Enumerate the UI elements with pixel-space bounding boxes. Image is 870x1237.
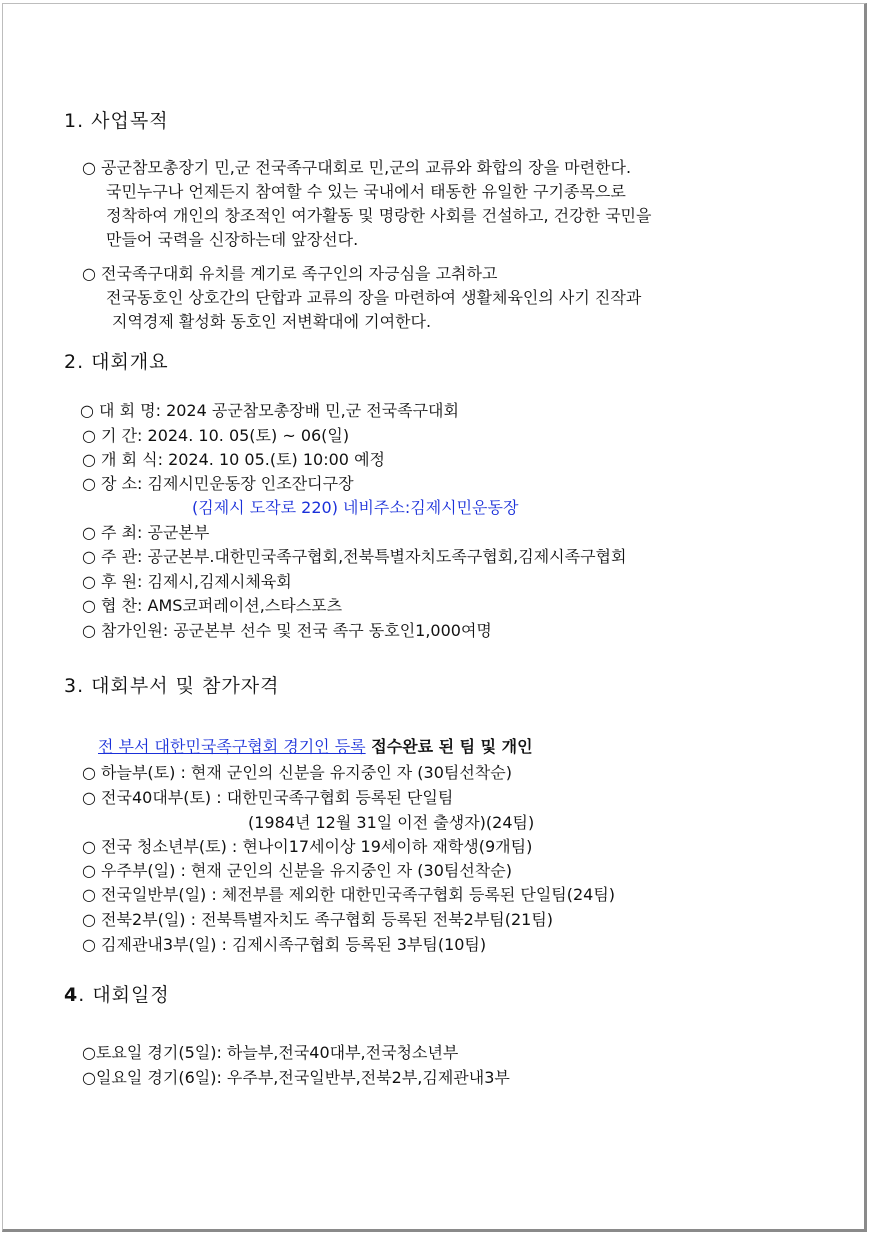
s1-para1-line4: 만들어 국력을 신장하는데 앞장선다. (106, 230, 359, 249)
s2-item-sponsor: ○ 후 원: 김제시,김제시체육회 (82, 572, 292, 591)
s2-item-participants: ○ 참가인원: 공군본부 선수 및 전국 족구 동호인1,000여명 (82, 621, 492, 640)
s2-item-address: (김제시 도작로 220) 네비주소:김제시민운동장 (192, 498, 519, 517)
s1-para1-line3: 정착하여 개인의 창조적인 여가활동 및 명랑한 사회를 건설하고, 건강한 국민을 (106, 206, 652, 225)
s2-item-host: ○ 주 최: 공군본부 (82, 523, 210, 542)
section-3-title: 3. 대회부서 및 참가자격 (64, 675, 280, 697)
s3-item-40s-note: (1984년 12월 31일 이전 출생자)(24팀) (248, 813, 535, 832)
s3-item-sky: ○ 하늘부(토) : 현재 군인의 신분을 유지중인 자 (30팀선착순) (82, 763, 512, 782)
s2-item-period: ○ 기 간: 2024. 10. 05(토) ~ 06(일) (82, 426, 350, 445)
s1-para2-line2: 전국동호인 상호간의 단합과 교류의 장을 마련하여 생활체육인의 사기 진작과 (106, 288, 642, 307)
s1-para1-line2: 국민누구나 언제든지 참여할 수 있는 국내에서 태동한 유일한 구기종목으로 (106, 182, 626, 201)
s3-item-youth: ○ 전국 청소년부(토) : 현나이17세이상 19세이하 재학생(9개팀) (82, 837, 533, 856)
s3-intro-suffix: 접수완료 된 팀 및 개인 (365, 737, 533, 756)
s2-item-supporter: ○ 협 찬: AMS코퍼레이션,스타스포츠 (82, 596, 343, 615)
section-1-title: 1. 사업목적 (64, 110, 169, 132)
s2-item-opening: ○ 개 회 식: 2024. 10 05.(토) 10:00 예정 (82, 450, 385, 469)
s3-item-general: ○ 전국일반부(일) : 체전부를 제외한 대한민국족구협회 등록된 단일팀(24팀) (82, 885, 616, 904)
s2-item-venue: ○ 장 소: 김제시민운동장 인조잔디구장 (82, 474, 354, 493)
s3-item-gimje: ○ 김제관내3부(일) : 김제시족구협회 등록된 3부팀(10팀) (82, 935, 487, 954)
s3-intro-line (98, 739, 533, 755)
s3-item-jeonbuk: ○ 전북2부(일) : 전북특별자치도 족구협회 등록된 전북2부팀(21팀) (82, 910, 554, 929)
s1-para2-line3: 지역경제 활성화 동호인 저변확대에 기여한다. (112, 312, 432, 331)
s2-item-organizer: ○ 주 관: 공군본부.대한민국족구협회,전북특별자치도족구협회,김제시족구협회 (82, 547, 627, 566)
s1-para1-line1: ○ 공군참모총장기 민,군 전국족구대회로 민,군의 교류와 화합의 장을 마련한다. (82, 158, 632, 177)
s4-item-sunday: ○일요일 경기(6일): 우주부,전국일반부,전북2부,김제관내3부 (82, 1068, 510, 1087)
s1-para2-line1: ○ 전국족구대회 유치를 계기로 족구인의 자긍심을 고취하고 (82, 264, 498, 283)
s3-item-40s: ○ 전국40대부(토) : 대한민국족구협회 등록된 단일팀 (82, 788, 454, 807)
s3-item-space: ○ 우주부(일) : 현재 군인의 신분을 유지중인 자 (30팀선착순) (82, 861, 512, 880)
section-4-title (64, 986, 170, 1005)
s2-item-name: ○ 대 회 명: 2024 공군참모총장배 민,군 전국족구대회 (80, 401, 459, 420)
s4-item-saturday: ○토요일 경기(5일): 하늘부,전국40대부,전국청소년부 (82, 1043, 459, 1062)
section-2-title: 2. 대회개요 (64, 351, 169, 373)
section-4-number: 4 (64, 984, 79, 1006)
registration-link[interactable]: 전 부서 대한민국족구협회 경기인 등록 (98, 737, 366, 756)
section-4-title-text: . 대회일정 (78, 984, 170, 1006)
